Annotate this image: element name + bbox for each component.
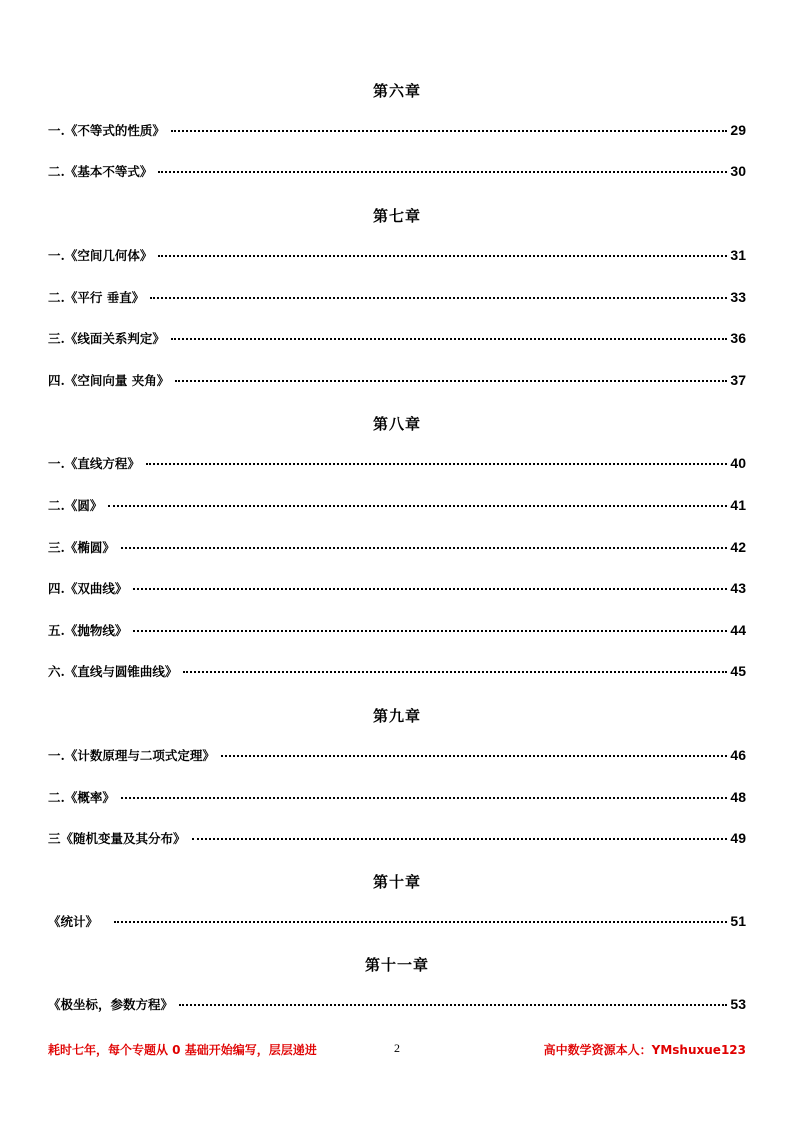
toc-entry-title: 二.《圆》 <box>48 498 103 513</box>
footer-right-note: 高中数学资源本人：YMshuxue123 <box>543 1043 746 1057</box>
toc-entry[interactable] <box>48 662 746 682</box>
toc-entry[interactable] <box>48 746 746 766</box>
toc-entry-page: 42 <box>730 539 746 555</box>
toc-entry-title: 二.《基本不等式》 <box>48 164 153 179</box>
toc-entry[interactable] <box>48 995 746 1015</box>
toc-entry-title: 三.《线面关系判定》 <box>48 331 165 346</box>
toc-entry-page: 30 <box>730 163 746 179</box>
footer-page-number: 2 <box>394 1041 400 1055</box>
toc-entry[interactable] <box>48 121 746 141</box>
leader-dots <box>192 838 728 840</box>
leader-dots <box>179 1004 727 1006</box>
toc-entry-page: 53 <box>730 996 746 1012</box>
toc-entry-page: 43 <box>730 580 746 596</box>
toc-entry-page: 29 <box>730 122 746 138</box>
toc-entry-page: 31 <box>730 247 746 263</box>
chapter-8-heading: 第八章 <box>372 415 421 433</box>
toc-entry-title: 《统计》 <box>48 914 99 929</box>
toc-entry[interactable] <box>48 538 746 558</box>
toc-entry-title: 二.《平行 垂直》 <box>48 290 145 305</box>
chapter-9-heading: 第九章 <box>372 707 421 725</box>
leader-dots <box>183 671 727 673</box>
leader-dots <box>133 630 727 632</box>
toc-entry[interactable] <box>48 454 746 474</box>
leader-dots <box>221 755 728 757</box>
leader-dots <box>158 171 727 173</box>
toc-entry-title: 四.《双曲线》 <box>48 581 128 596</box>
toc-entry-page: 49 <box>730 830 746 846</box>
leader-dots <box>175 380 727 382</box>
toc-entry[interactable] <box>48 912 746 932</box>
toc-entry[interactable] <box>48 496 746 516</box>
leader-dots <box>171 338 728 340</box>
toc-entry[interactable] <box>48 246 746 266</box>
toc-entry-page: 51 <box>730 913 746 929</box>
toc-entry-page: 33 <box>730 289 746 305</box>
toc-entry-page: 37 <box>730 372 746 388</box>
toc-entry[interactable] <box>48 579 746 599</box>
toc-entry-page: 45 <box>730 663 746 679</box>
toc-entry-title: 三.《椭圆》 <box>48 540 115 555</box>
leader-dots <box>150 297 727 299</box>
leader-dots <box>121 797 728 799</box>
chapter-11-heading: 第十一章 <box>364 956 429 974</box>
toc-entry-title: 一.《空间几何体》 <box>48 248 153 263</box>
toc-entry-title: 五.《抛物线》 <box>48 623 128 638</box>
toc-entry[interactable] <box>48 829 746 849</box>
toc-entry-page: 48 <box>730 789 746 805</box>
chapter-7-heading: 第七章 <box>372 207 421 225</box>
toc-entry-title: 六.《直线与圆锥曲线》 <box>48 664 178 679</box>
toc-entry-title: 一.《不等式的性质》 <box>48 123 165 138</box>
footer-left-note: 耗时七年，每个专题从 0 基础开始编写，层层递进 <box>48 1043 317 1057</box>
toc-entry-page: 36 <box>730 330 746 346</box>
leader-dots <box>158 255 727 257</box>
toc-entry-title: 四.《空间向量 夹角》 <box>48 373 170 388</box>
toc-entry[interactable] <box>48 788 746 808</box>
toc-entry-title: 三《随机变量及其分布》 <box>48 831 186 846</box>
toc-entry-title: 二.《概率》 <box>48 790 115 805</box>
toc-entry-page: 41 <box>730 497 746 513</box>
toc-entry[interactable] <box>48 162 746 182</box>
chapter-6-heading: 第六章 <box>372 82 421 100</box>
toc-entry-title: 一.《计数原理与二项式定理》 <box>48 748 215 763</box>
toc-entry-page: 44 <box>730 622 746 638</box>
leader-dots <box>133 588 727 590</box>
toc-entry-title: 一.《直线方程》 <box>48 456 140 471</box>
toc-entry[interactable] <box>48 621 746 641</box>
toc-entry-page: 46 <box>730 747 746 763</box>
toc-entry[interactable] <box>48 329 746 349</box>
leader-dots <box>171 130 728 132</box>
leader-dots <box>114 921 727 923</box>
toc-entry[interactable] <box>48 371 746 391</box>
chapter-10-heading: 第十章 <box>372 873 421 891</box>
toc-entry[interactable] <box>48 288 746 308</box>
leader-dots <box>121 547 728 549</box>
toc-entry-title: 《极坐标，参数方程》 <box>48 997 174 1012</box>
leader-dots <box>146 463 728 465</box>
leader-dots <box>108 505 727 507</box>
toc-entry-page: 40 <box>730 455 746 471</box>
